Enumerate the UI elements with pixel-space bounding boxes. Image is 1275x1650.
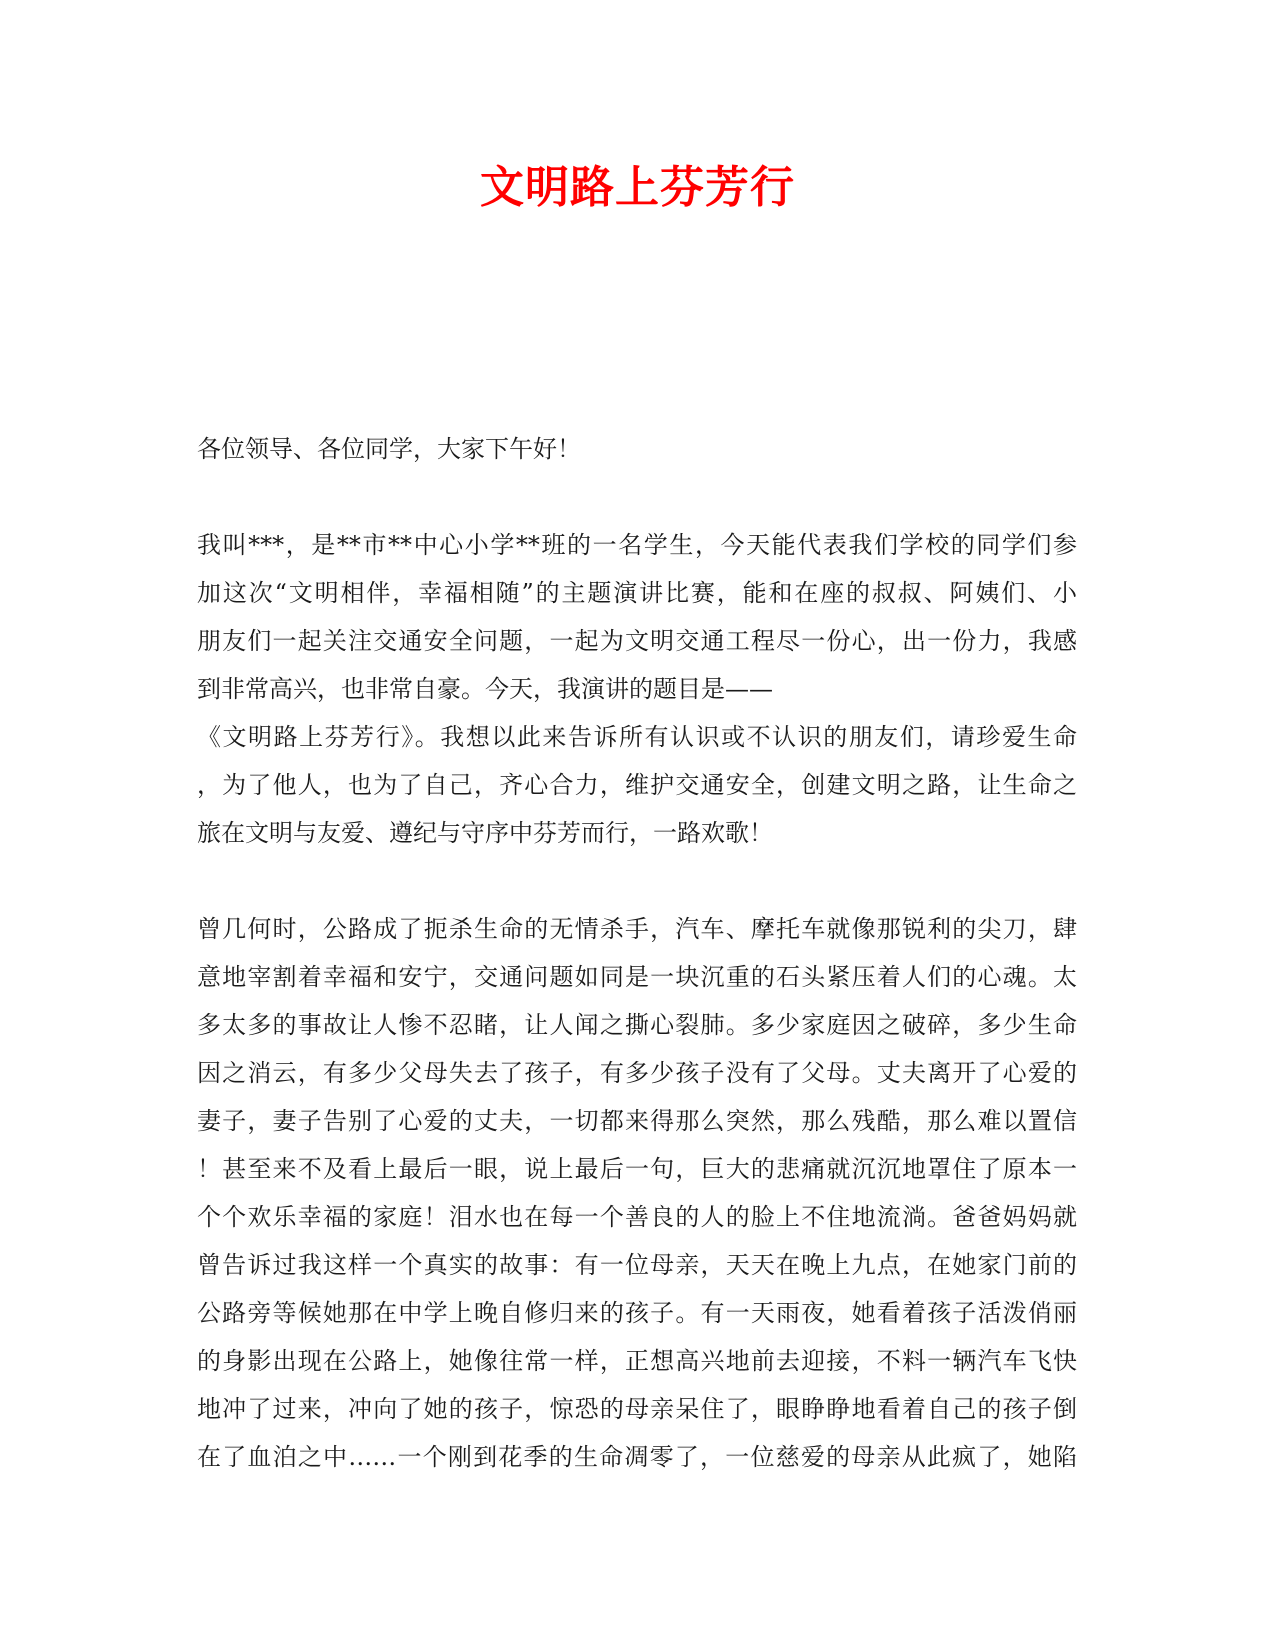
paragraph-1 [197,521,1077,857]
paragraph-line: 曾告诉过我这样一个真实的故事：有一位母亲，天天在晚上九点，在她家门前的 [197,1251,1077,1279]
paragraph-line: 到非常高兴，也非常自豪。今天，我演讲的题目是—— [197,675,773,703]
paragraph-line: 曾几何时，公路成了扼杀生命的无情杀手，汽车、摩托车就像那锐利的尖刀，肆 [197,915,1077,943]
paragraph-line: 加这次“文明相伴，幸福相随”的主题演讲比赛，能和在座的叔叔、阿姨们、小 [197,579,1077,607]
paragraph-line: 意地宰割着幸福和安宁，交通问题如同是一块沉重的石头紧压着人们的心魂。太 [197,963,1077,991]
paragraph-line: 因之消云，有多少父母失去了孩子，有多少孩子没有了父母。丈夫离开了心爱的 [197,1059,1077,1087]
paragraph-line: 《文明路上芬芳行》。我想以此来告诉所有认识或不认识的朋友们，请珍爱生命 [197,723,1077,751]
paragraph-line: 妻子，妻子告别了心爱的丈夫，一切都来得那么突然，那么残酷，那么难以置信 [197,1107,1077,1135]
paragraph-line: 朋友们一起关注交通安全问题，一起为文明交通工程尽一份心，出一份力，我感 [197,627,1077,655]
document-body [197,425,1077,1481]
paragraph-line: 的身影出现在公路上，她像往常一样，正想高兴地前去迎接，不料一辆汽车飞快 [197,1347,1077,1375]
paragraph-line: 多太多的事故让人惨不忍睹，让人闻之撕心裂肺。多少家庭因之破碎，多少生命 [197,1011,1077,1039]
paragraph-line: 地冲了过来，冲向了她的孩子，惊恐的母亲呆住了，眼睁睁地看着自己的孩子倒 [197,1395,1077,1423]
document-title: 文明路上芬芳行 [480,162,795,213]
paragraph-2 [197,905,1077,1481]
greeting-line: 各位领导、各位同学，大家下午好！ [197,435,581,463]
paragraph-line: ，为了他人，也为了自己，齐心合力，维护交通安全，创建文明之路，让生命之 [197,771,1077,799]
paragraph-line: ！甚至来不及看上最后一眼，说上最后一句，巨大的悲痛就沉沉地罩住了原本一 [197,1155,1077,1183]
paragraph-line: 旅在文明与友爱、遵纪与守序中芬芳而行，一路欢歌！ [197,819,773,847]
paragraph-line: 公路旁等候她那在中学上晚自修归来的孩子。有一天雨夜，她看着孩子活泼俏丽 [197,1299,1077,1327]
paragraph-gap [197,857,1077,905]
paragraph-line: 在了血泊之中……一个刚到花季的生命凋零了，一位慈爱的母亲从此疯了，她陷 [197,1443,1077,1471]
paragraph-line: 我叫***，是**市**中心小学**班的一名学生，今天能代表我们学校的同学们参 [197,531,1077,559]
paragraph-gap [197,473,1077,521]
paragraph-line: 个个欢乐幸福的家庭！泪水也在每一个善良的人的脸上不住地流淌。爸爸妈妈就 [197,1203,1077,1231]
